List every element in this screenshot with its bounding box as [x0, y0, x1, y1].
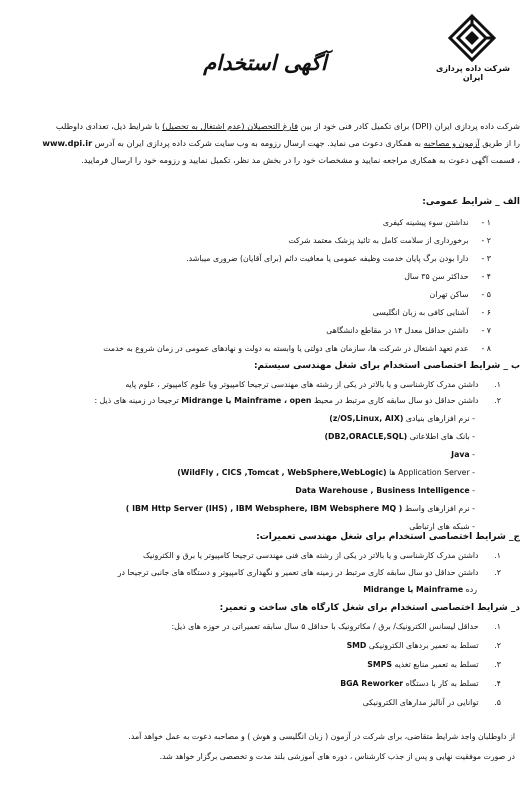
company-logo-icon: [448, 14, 496, 62]
list-item: ۳ - دارا بودن برگ پایان خدمت وظیفه عمومی یا معافیت دائم (برای آقایان) ضروری میباشد.: [186, 254, 491, 263]
sub-item: - شبکه های ارتباطی: [409, 522, 475, 531]
intro-paragraph: [10, 118, 520, 169]
sub-item: - Data Warehouse , Business Intelligence: [295, 486, 475, 495]
list-item: ۸ - عدم تعهد اشتغال در شرکت ها، سازمان های دولتی یا وابسته به دولت و نهادهای عمومی در زمان شروع به خدمت: [103, 344, 491, 353]
list-item: ۲. تسلط به تعمیر بردهای الکترونیکی SMD: [346, 641, 501, 650]
closing-paragraph: [10, 727, 515, 767]
intro-line-3: ، قسمت آگهی دعوت به همکاری مراجعه نمایید و مشخصات خود را در بخش مد نظر، تکمیل نمایید و رزومه خود را ارسال فرمایید.: [81, 155, 520, 165]
list-item: ۵. توانایی در آنالیز مدارهای الکترونیکی: [362, 698, 501, 707]
list-item: ۷ - داشتن حداقل معدل ۱۴ در مقاطع دانشگاهی: [326, 326, 491, 335]
list-item: ۳. تسلط به تعمیر منابع تغذیه SMPS: [367, 660, 501, 669]
list-item: ۴ - حداکثر سن ۳۵ سال: [404, 272, 491, 281]
workshop-heading: د_ شرایط اختصاصی استخدام برای شغل کارگاه های ساخت و تعمیر:: [219, 603, 520, 613]
sub-item: - بانک های اطلاعاتی (DB2,ORACLE,SQL): [324, 432, 475, 441]
list-item: ۱. داشتن مدرک کارشناسی و یا بالاتر در یکی از رشته های مهندسی ترجیحا کامپیوتر ویا علوم کامپیوتر ، علوم پایه: [125, 380, 501, 389]
list-item: ۲ - برخورداری از سلامت کامل به تائید پزشک معتمد شرکت: [288, 236, 491, 245]
list-item: ۲. داشتن حداقل دو سال سابقه کاری مرتبط در زمینه های تعمیر و نگهداری کامپیوتر و دستگاه های جانبی ترجیحا در: [117, 568, 501, 577]
graduates-underlined: فارغ التحصیلان (عدم اشتغال به تحصیل): [162, 121, 299, 131]
list-item: ۲. داشتن حداقل دو سال سابقه کاری مرتبط در محیط Midrange یا Mainframe ، open ترجیحا در زمینه های ذیل :: [94, 396, 501, 405]
intro-line-2: را از طریق آزمون و مصاحبه به همکاری دعوت می نماید. جهت ارسال رزومه به وب سایت شرکت داده پردازی ایران به آدرس www.dpi.ir: [42, 138, 520, 148]
company-logo: [430, 10, 516, 84]
sub-item: - Application Server ها (WildFly , CICS ,Tomcat , WebSphere,WebLogic): [177, 468, 475, 477]
list-item: ۶ - آشنایی کافی به زبان انگلیسی: [372, 308, 491, 317]
list-item: ۵ - ساکن تهران: [429, 290, 491, 299]
repair-engineering-heading: ج_ شرایط اختصاصی استخدام برای شغل مهندسی تعمیرات:: [256, 532, 520, 542]
list-item: ۴. تسلط به کار با دستگاه BGA Reworker: [340, 679, 501, 688]
list-item: ۱. داشتن مدرک کارشناسی و یا بالاتر در یکی از رشته های فنی مهندسی ترجیحا کامپیوتر یا برق و الکترونیک: [142, 551, 501, 560]
exam-interview-underlined: آزمون و مصاحبه: [423, 138, 480, 148]
company-name: شرکت داده پردازی ایران: [436, 64, 510, 82]
sub-item: - نرم افزارهای واسط ( IBM Http Server (IHS) , IBM Websphere, IBM Websphere MQ ): [125, 504, 475, 513]
closing-line-2: در صورت موفقیت نهایی و پس از جذب کارشناس ، دوره های آموزشی بلند مدت و تخصصی برگزار خواهد شد.: [159, 752, 515, 761]
sub-item: - نرم افزارهای بنیادی (z/OS,Linux, AIX): [329, 414, 475, 423]
intro-line-1: شرکت داده پردازی ایران (DPI) برای تکمیل کادر فنی خود از بین فارغ التحصیلان (عدم اشتغال به تحصیل) با شرایط ذیل، تعدادی داوطلب: [55, 121, 520, 131]
closing-line-1: از داوطلبان واجد شرایط متقاضی، برای شرکت در آزمون ( زبان انگلیسی و هوش ) و مصاحبه دعوت به عمل خواهد آمد.: [128, 732, 515, 741]
list-item-continued: رده Midrange یا Mainframe: [363, 585, 477, 594]
page-title: آگهی استخدام: [203, 50, 327, 75]
list-item: ۱. حداقل لیسانس الکترونیک/ برق / مکاترونیک با حداقل ۵ سال سابقه تعمیراتی در حوزه های ذیل:: [171, 622, 501, 631]
general-conditions-heading: الف _ شرایط عمومی:: [422, 197, 520, 207]
system-engineering-heading: ب _ شرایط اختصاصی استخدام برای شغل مهندسی سیستم:: [253, 361, 520, 371]
list-item: ۱ - نداشتن سوء پیشینه کیفری: [382, 218, 491, 227]
website-link[interactable]: www.dpi.ir: [42, 138, 93, 148]
sub-item: - Java: [451, 450, 475, 459]
